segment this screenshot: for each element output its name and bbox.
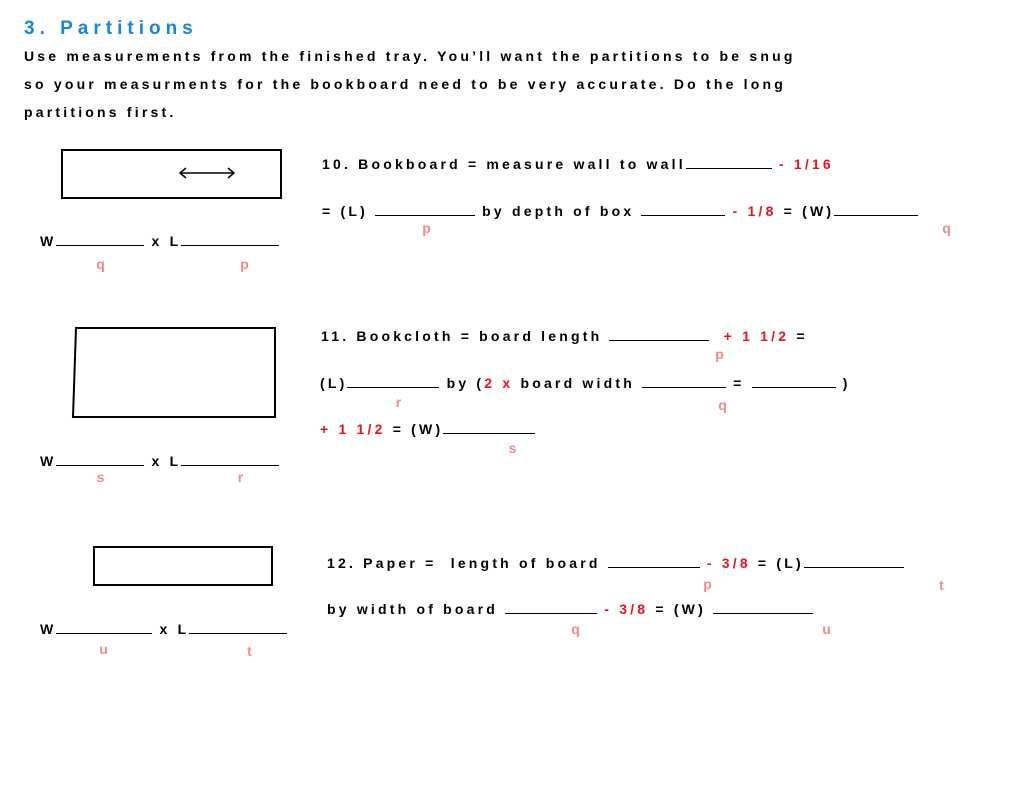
var-label: p (703, 576, 713, 592)
bookboard-w-blank[interactable] (56, 231, 144, 246)
var-label: p (422, 220, 432, 236)
var-label: s (96, 469, 106, 485)
page-title: 3. Partitions (24, 18, 198, 39)
section-label: 10. Bookboard (322, 156, 461, 172)
bookcloth-w-blank[interactable] (56, 451, 144, 466)
paper-line-2: by width of board - 3/8 = (W) (327, 599, 813, 617)
bookcloth-dims (40, 451, 279, 469)
bookboard-dims (40, 231, 279, 249)
var-label: u (822, 621, 832, 637)
x-label: x (159, 621, 171, 637)
double-arrow-icon (176, 165, 238, 181)
bookcloth-l-result-blank[interactable] (347, 373, 439, 388)
var-label: s (508, 440, 518, 456)
l-label: L (169, 233, 182, 249)
width-of-board-blank[interactable] (505, 599, 597, 614)
length-of-board-blank[interactable] (608, 553, 700, 568)
paper-line-1: 12. Paper = length of board - 3/8 = (L) (327, 553, 904, 571)
bookcloth-line-2: (L) by (2 x board width = ) (320, 375, 851, 391)
var-label: q (96, 256, 106, 272)
var-label: t (247, 643, 253, 659)
l-label: L (177, 621, 190, 637)
bookboard-diagram (61, 149, 282, 199)
var-label: t (939, 577, 945, 593)
bookboard-line-1: 10. Bookboard = measure wall to wall - 1/16 (322, 156, 834, 172)
paper-dims (40, 619, 287, 637)
l-label: L (169, 453, 182, 469)
paper-l-blank[interactable] (189, 619, 287, 634)
bookcloth-line-3: + 1 1/2 = (W) (320, 419, 535, 437)
bookcloth-line-1: 11. Bookcloth = board length + 1 1/2 = (321, 328, 808, 344)
bookboard-l-blank[interactable] (181, 231, 279, 246)
bookboard-line-2: = (L) by depth of box - 1/8 = (W) (322, 201, 918, 219)
var-label: u (99, 641, 109, 657)
section-label: 12. Paper (327, 555, 419, 571)
paper-w-blank[interactable] (56, 619, 152, 634)
paper-w-result-blank[interactable] (713, 599, 813, 614)
intro-line-2: so your measurments for the bookboard need to be very accurate. Do the long (24, 76, 786, 92)
bookcloth-l-blank[interactable] (181, 451, 279, 466)
board-length-blank[interactable] (609, 326, 709, 341)
bookcloth-diagram (71, 327, 277, 419)
bookcloth-w-result-blank[interactable] (443, 419, 535, 434)
wall-to-wall-blank[interactable] (686, 154, 772, 169)
intro-line-1: Use measurements from the finished tray. You’ll want the partitions to be snug (24, 48, 796, 64)
depth-of-box-blank[interactable] (641, 201, 725, 216)
bookboard-l-result-blank[interactable] (375, 201, 475, 216)
var-label: p (715, 346, 725, 362)
x-label: x (151, 453, 163, 469)
paper-l-result-blank[interactable] (804, 553, 904, 568)
intro-line-3: partitions first. (24, 104, 177, 120)
section-label: 11. Bookcloth (321, 328, 454, 344)
double-width-blank[interactable] (752, 373, 836, 388)
x-label: x (151, 233, 163, 249)
w-label: W (40, 453, 57, 469)
bookboard-w-result-blank[interactable] (834, 201, 918, 216)
var-label: r (395, 394, 403, 410)
w-label: W (40, 621, 57, 637)
var-label: r (237, 469, 245, 485)
var-label: q (942, 220, 952, 236)
var-label: p (240, 256, 250, 272)
w-label: W (40, 233, 57, 249)
var-label: q (718, 397, 728, 413)
board-width-blank[interactable] (642, 373, 726, 388)
var-label: q (571, 621, 581, 637)
paper-diagram (93, 546, 273, 586)
